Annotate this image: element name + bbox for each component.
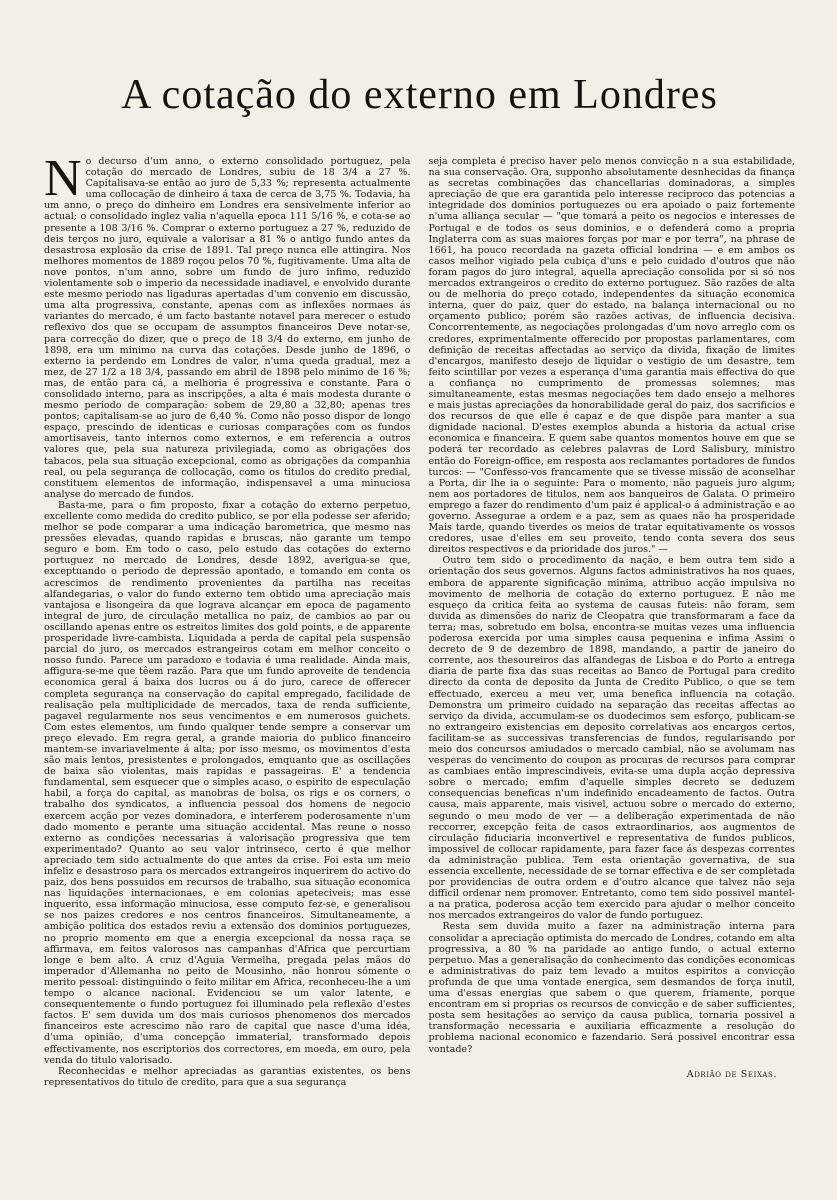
column-right	[429, 156, 796, 1088]
article-columns	[44, 150, 795, 1088]
column-left	[44, 150, 411, 1088]
paragraph-intro-text: o decurso d'um anno, o externo consolidado portuguez, pela cotação do mercado de Londres, subiu de 18 3/4 a 27 %. Capitalisava-se então ao juro de 5,33 %; representa actualmente uma collocação de dinheiro á taxa de cerca de 3,75 %. Todavia, ha um anno, o preço do dinheiro em Londres era sensivelmente inferior ao actual; o consolidado inglez valia n'aquella epoca 111 5/16 %, e cota-se ao presente a 108 3/16 %. Comprar o externo portuguez a 27 %, reduzido de deis terços no juro, equivale a valorisar a 81 % o antigo fundo antes da desastrosa explosão da crise de 1891. Tal preço nunca elle attingira. Nos melhores momentos de 1889 roçou pelos 70 %, fugitivamente. Uma alta de nove pontos, n'um anno, sobre um fundo de juro infimo, reduzido violentamente sob o imperio da necessidade inadiavel, e envolvido durante este mesmo periodo nas ligaduras apertadas d'um convenio em discussão, uma alta progressiva, constante, apenas com as inflexões normaes ás variantes do mercado, é um facto bastante notavel para merecer o estudo reflexivo dos que se occupam de assumptos financeiros Deve notar-se, para correcção do dizer, que o preço de 18 3/4 do externo, em junho de 1898, era um minimo na curva das cotações. Desde junho de 1896, o externo ia perdendo em Londres de valor, n'uma queda gradual, mez a mez, de 27 1/2 a 18 3/4, passando em abril de 1898 pelo minimo de 16 %; mas, de então para cá, a melhoria é progressiva e constante. Para o consolidado interno, para as inscripções, a alta é mais modesta durante o mesmo periodo de comparação: sobem de 29,80 a 32,80; apenas tres pontos; capitalisam-se ao juro de 6,40 %. Como não posso dispor de longo espaço, prescindo de identicas e curiosas comparações com os fundos amortisaveis, tanto internos como externos, e em referencia a outros valores que, pela sua natureza privilegiada, como as obrigações dos tabacos, pela sua situação excepcional, como as obrigações da companhia real, ou pela segurança de collocação, como os titulos do credito predial, constituem elementos de informação, indispensavel a uma minuciosa analyse do mercado de fundos.	[44, 156, 411, 500]
paragraph: Reconhecidas e melhor apreciadas as garantias existentes, os bens representativos do titulo de credito, para que a sua segurança	[44, 1065, 411, 1088]
paragraph: Basta-me, para o fim proposto, fixar a cotação do externo perpetuo, excellente como medida do credito publico, se por ella podesse ser aferido; melhor se pode comparar a uma indicação barometrica, que mesmo nas pressões elevadas, quando rapidas e bruscas, não garante um tempo seguro e bom. Em todo o caso, pelo estudo das cotações do externo portuguez no mercado de Londres, desde 1892, averigua-se que, exceptuando o periodo de depressão apontado, e tomando em conta os acrescimos de rendimento provenientes da partilha nas receitas alfandegarias, o valor do fundo externo tem obtido uma apreciação mais vantajosa e lisongeira da que lograva alcançar em epoca de pagamento integral de juro, de circulação metallica no paiz, de cambios ao par ou oscillando apenas entre os estreitos limites dos gold points, e de apparente prosperidade livre-cambista. Liquidada a perda de capital pela suspensão parcial do juro, os mercados estrangeiros cotam em melhor conceito o nosso fundo. Parece um paradoxo e todavia é uma realidade. Ainda mais, affigura-se-me que têem razão. Para que um fundo aproveite de tendencia economica geral á baixa dos lucros ou á do juro, carece de offerecer completa segurança na conservação do capital empregado, facilidade de realisação pela multiplicidade de mercados, taxa de renda sufficiente, pagavel regularmente nos seus vencimentos e em numerosos guichets. Com estes elementos, um fundo qualquer tende sempre a conservar um preço elevado. Em regra geral, a grande maioria do publico financeiro mantem-se invariavelmente á alta; por isso mesmo, os movimentos d'esta são mais lentos, presistentes e prolongados, emquanto que as oscillações de baixa são violentas, mais rapidas e passageiras. E' a tendencia fundamental, sem esquecer que o simples acaso, o espirito de especulação habil, a força do capital, as manobras de bolsa, os rigs e os corners, o trabalho dos syndicatos, a influencia pessoal dos homens de negocio exercem acção por vezes dominadora, e interferem poderosamente n'um dado momento e perante uma situação accidental. Mas reune o nosso externo as condições necessarias á valorisação progressiva que tem experimentado? Quanto ao seu valor intrinseco, certo é que melhor apreciado tem sido actualmente do que antes da crise. Foi esta um meio infeliz e desastroso para os mercados extrangeiros inquerirem do activo do paiz, dos bens possuidos em recursos de trabalho, sua situação economica nas liquidações internacionaes, e em colonias apeteciveis; mas esse inquerito, essa informação minuciosa, esse computo fez-se, e generalisou se nos paizes credores e nos centros financeiros. Simultaneamente, a ambição politica dos estados reviu a extensão dos dominios portuguezes, no proprio momento em que a energia excepcional da nossa raça se affirmava, em feitos valorosos nas campanhas d'Africa que percurtiam longe e bem alto. A cruz d'Aguia Vermelha, pregada pelas mãos do imperador d'Allemanha no peito de Mousinho, não honrou sómente o merito pessoal: distinguindo o feito militar em Africa, reconheceu-lhe a um tempo o alcance nacional. Evidenciou se um valor latente, e consequentemente o fundo portuguez foi illuminado pela reflexão d'estes factos. E' sem duvida um dos mais curiosos phenomenos dos mercados financeiros este acrescimo não raro de capital que nasce d'uma idéa, d'uma opinião, d'uma concepção immaterial, transformado depois effectivamente, nos escriptorios dos correctores, em moeda, em ouro, pela venda do titulo valorisado.	[44, 499, 411, 1066]
paragraph: Resta sem duvida muito a fazer na administração interna para consolidar a apreciação optimista do mercado de Londres, cotando em alta progressiva, a 80 % na paridade ao antigo fundo, o actual externo perpetuo. Mas a generalisação do conhecimento das condições economicas e administrativas do paiz tem levado a muitos espiritos a convicção profunda de que uma vontade energica, sem desmandos de força inutil, uma d'essas energias que sabem o que querem, friamente, porque encontram em si proprias os recursos de convicção e de saber sufficientes, posta sem hesitações ao serviço da causa publica, tornaria possivel a transformação necessaria e auxiliaria efficazmente a resolução do problema nacional economico e fazendario. Será possivel encontrar essa vontade?	[428, 921, 795, 1055]
paragraph-intro	[44, 150, 411, 500]
article-title: A cotação do externo em Londres	[121, 72, 718, 118]
paragraph: Outro tem sido o procedimento da nação, e bem outra tem sido a orientação dos seus governos. Alguns factos administrativos ha nos quaes, embora de apparente significação minima, attribuo acção impulsiva no movimento de melhoria de cotação do externo portuguez. E não me esqueço da critica feita ao systema de causas futeis: não foram, sem duvida as dimensões do nariz de Cleopatra que transformaram a face da terra; mas, sobretudo em bolsa, encontra-se muitas vezes uma influencia poderosa exercida por uma simples causa pequenina e infima Assim o decreto de 9 de dezembro de 1898, mandando, a partir de janeiro do corrente, aos thesoureiros das alfandegas de Lisboa e do Porto a entrega diaria de parte fixa das suas receitas ao Banco de Portugal para credito directo da conta de deposito da Junta de Credito Publico, o que se tem effectuado, exerceu a meu ver, uma benefica influencia na cotação. Demonstra um primeiro cuidado na separação das receitas affectas ao serviço da divida, accumulam-se os duodecimos sem esforço, publicam-se no extrangeiro existencias em deposito correlativas aos encargos certos, facilitam-se as successivas transferencias de fundos, regularisando por meio dos concursos amiudados o mercado cambial, não se avolumam nas vesperas do vencimento do coupon as procuras de recursos para comprar as cambiaes então imprescindiveis, evita-se uma dupla acção depressiva sobre o mercado; emfim d'aquelle simples decreto se deduzem consequencias beneficas n'um indefinido encadeamento de factos. Outra causa, mais apparente, mais visivel, actuou sobre o mercado do externo, segundo o meu modo de ver — a deliberação experimentada de não reccorrer, excepção feita de casos extraordinarios, aos augmentos de circulação fiduciaria inconvertivel e representativa de fundos publicos, impossivel de collocar rapidamente, para fazer face ás despezas correntes da administração publica. Tem esta orientação governativa, de sua essencia excellente, necessidade de se tornar effectiva e de ser completada por providencias de outra ordem e d'outro alcance que talvez não seja difficil ordenar nem promover. Entretanto, como tem sido possivel mantel-a na pratica, poderosa acção tem exercido para ajudar o melhor conceito nos mercados extrangeiros do valor de fundo portuguez.	[428, 555, 795, 922]
paragraph: seja completa é preciso haver pelo menos convicção n a sua estabilidade, na sua conservação. Ora, supponho absolutamente desnhecidas da finança as secretas combinações das chancellarias dominadoras, a simples apreciação de que era garantida pelo interesse reciproco das potencias a integridade dos dominios portuguezes ou era apoiado o paiz fortemente n'uma alliança secular — "que tomará a peito os negocios e interesses de Portugal e de todos os seus dominios, e o defenderá como a propria Inglaterra com as suas maiores forças por mar e por terra", na phrase de 1661, ha pouco recordada na gazeta official londrina — e em ambos os casos melhor vigiado pela cubiça d'uns e pelo cuidado d'outros que não foram pagos do juro integral, aquella apreciação consolida por si só nos mercados extrangeiros o credito do externo portuguez. São razões de alta ou de melhoria do preço cotado, independentes da situação economica interna, quer do paiz, quer do estado, na balança internacional ou no orçamento publico; porém são razões activas, de influencia decisiva. Concorrentemente, as negociações prolongadas d'um novo arreglo com os credores, exprimentalmente offerecido por propostas parlamentares, com definição de receitas affectadas ao serviço da divida, fixação de limites d'encargos, manifesto desejo de liquidar o vestigio de um desastre, tem feito scintillar por vezes a esperança d'uma garantia mais effectiva do que a confiança no cumprimento de promessas solemnes; mas simultaneamente, estas mesmas negociações tem dado ensejo a melhores e mais justas apreciações da honorabilidade geral do paiz, dos sacrificios e dos recursos de que elle é capaz e de que dispõe para manter a sua dignidade nacional. D'estes exemplos abunda a historia da actual crise economica e financeira. E quem sabe quantos momentos houve em que se poderá ter recordado as celebres palavras de Lord Salisbury, ministro então do Foreign-office, em resposta aos reclamantes portadores de fundos turcos: — "Confesso-vos francamente que se tivesse missão de aconselhar a Porta, dir lhe ia o seguinte: Para o momento, não pagueis juro algum; nem aos portadores de titulos, nem aos banqueiros de Galata. O primeiro emprego a fazer do rendimento d'um paiz é applical-o á administração e ao governo. Assegurae a ordem e a paz, sem as quaes não ha prosperidade Mais tarde, quando tiverdes os meios de tratar equitativamente os vossos credores, usae d'elles em seu proveito, tendo conta severa dos seus direitos respectivos e da prioridade dos juros." —	[428, 156, 795, 556]
author-signature: Adrião de Seixas.	[686, 1068, 777, 1080]
drop-cap: N	[44, 150, 82, 207]
